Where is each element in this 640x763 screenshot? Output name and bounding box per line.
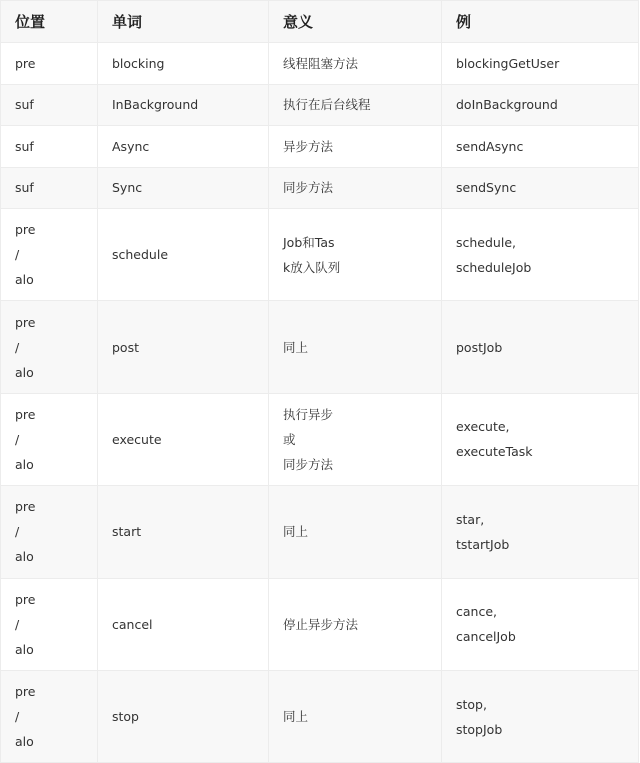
cell-position [1,167,98,209]
cell-position-line: alo [15,364,34,380]
cell-position [1,126,98,168]
cell-example-line: blockingGetUser [456,55,560,71]
cell-meaning [269,43,442,85]
cell-position-line: pre [15,591,36,607]
table-row [1,393,639,485]
table-row [1,578,639,670]
cell-position [1,578,98,670]
table-row [1,43,639,85]
cell-position [1,393,98,485]
cell-example [442,209,639,301]
cell-example-line: schedule, [456,234,516,250]
cell-position-line: alo [15,549,34,565]
cell-meaning-line: Job和Tas [283,234,335,250]
cell-meaning [269,486,442,578]
cell-meaning-line: 同上 [283,339,309,355]
cell-meaning [269,578,442,670]
cell-example [442,84,639,126]
cell-example-line: postJob [456,339,503,355]
cell-position-line: suf [15,180,34,196]
header-word: 单词 [98,1,269,43]
table-row [1,486,639,578]
cell-word: start [98,486,269,578]
cell-meaning-line: 停止异步方法 [283,616,359,632]
cell-position [1,43,98,85]
cell-meaning [269,301,442,393]
cell-word: execute [98,393,269,485]
header-meaning: 意义 [269,1,442,43]
cell-example-line: executeTask [456,444,533,460]
cell-example-line: execute, [456,419,510,435]
cell-meaning-line: 或 [283,431,296,447]
cell-meaning-line: 线程阻塞方法 [283,55,359,71]
cell-word: blocking [98,43,269,85]
table-row [1,209,639,301]
cell-example-line: sendAsync [456,138,524,154]
cell-position-line: / [15,709,20,725]
cell-example-line: cancelJob [456,629,516,645]
cell-example-line: tstartJob [456,536,510,552]
cell-position [1,486,98,578]
cell-position [1,84,98,126]
cell-position-line: pre [15,314,36,330]
cell-position-line: / [15,339,20,355]
cell-meaning [269,126,442,168]
cell-position-line: pre [15,55,36,71]
cell-example-line: scheduleJob [456,259,532,275]
cell-position-line: suf [15,97,34,113]
cell-meaning [269,84,442,126]
cell-meaning [269,167,442,209]
header-position: 位置 [1,1,98,43]
cell-example [442,486,639,578]
header-example: 例 [442,1,639,43]
cell-position-line: pre [15,499,36,515]
cell-position [1,670,98,762]
cell-meaning-line: 同上 [283,709,309,725]
cell-position-line: / [15,524,20,540]
cell-word: post [98,301,269,393]
table-row [1,167,639,209]
cell-position-line: / [15,616,20,632]
table-row [1,670,639,762]
cell-example [442,393,639,485]
cell-example [442,578,639,670]
cell-example [442,301,639,393]
cell-example-line: stopJob [456,721,503,737]
cell-word: cancel [98,578,269,670]
cell-position-line: pre [15,406,36,422]
cell-position-line: suf [15,138,34,154]
cell-position [1,209,98,301]
cell-position-line: pre [15,222,36,238]
cell-meaning-line: 执行异步 [283,406,334,422]
cell-example-line: cance, [456,604,497,620]
cell-example [442,126,639,168]
cell-example [442,43,639,85]
cell-meaning-line: k放入队列 [283,259,341,275]
cell-position [1,301,98,393]
cell-meaning-line: 同步方法 [283,180,334,196]
cell-position-line: alo [15,734,34,750]
cell-example-line: star, [456,511,485,527]
cell-position-line: / [15,247,20,263]
header-row [1,1,639,43]
cell-example-line: sendSync [456,180,517,196]
cell-word: Async [98,126,269,168]
cell-example [442,670,639,762]
cell-word: Sync [98,167,269,209]
cell-meaning-line: 同上 [283,524,309,540]
cell-meaning [269,209,442,301]
cell-meaning-line: 执行在后台线程 [283,97,371,113]
cell-meaning-line: 同步方法 [283,456,334,472]
table-row [1,84,639,126]
cell-meaning-line: 异步方法 [283,138,334,154]
table-body [1,43,639,763]
cell-example-line: stop, [456,696,487,712]
cell-position-line: alo [15,272,34,288]
cell-position-line: / [15,431,20,447]
cell-word: schedule [98,209,269,301]
cell-meaning [269,393,442,485]
cell-word: stop [98,670,269,762]
cell-example [442,167,639,209]
table-row [1,301,639,393]
cell-position-line: pre [15,684,36,700]
cell-example-line: doInBackground [456,97,558,113]
cell-meaning [269,670,442,762]
cell-position-line: alo [15,456,34,472]
cell-word: InBackground [98,84,269,126]
table-row [1,126,639,168]
cell-position-line: alo [15,641,34,657]
